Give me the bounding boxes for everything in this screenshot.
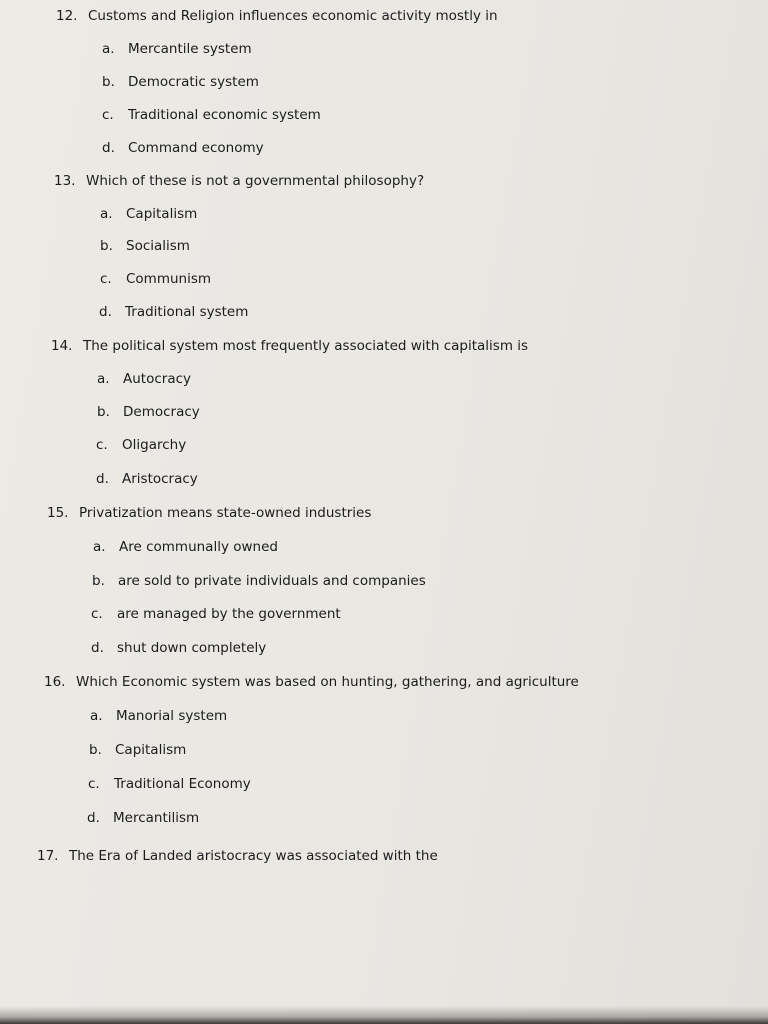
question-number: 12. — [56, 8, 78, 24]
question-17 — [37, 847, 438, 865]
option-16a — [90, 707, 227, 725]
option-text: shut down completely — [117, 640, 267, 656]
paper-bottom-shadow — [0, 1006, 768, 1024]
option-text: Capitalism — [126, 206, 198, 222]
question-text: Privatization means state-owned industries — [79, 505, 372, 521]
option-14c — [96, 436, 186, 454]
option-14b — [97, 403, 200, 421]
option-16d — [87, 809, 199, 827]
option-letter: a. — [93, 539, 106, 555]
question-13 — [54, 172, 424, 190]
question-text: Customs and Religion influences economic activity mostly in — [88, 8, 498, 24]
option-12c — [102, 106, 321, 124]
option-text: Autocracy — [123, 371, 192, 387]
option-letter: a. — [102, 41, 115, 57]
question-number: 14. — [51, 338, 73, 354]
option-letter: b. — [100, 238, 113, 254]
question-number: 15. — [47, 505, 69, 521]
option-letter: c. — [88, 776, 100, 792]
option-letter: d. — [99, 304, 112, 320]
option-letter: c. — [100, 271, 112, 287]
question-text: The political system most frequently associated with capitalism is — [83, 338, 529, 354]
option-14a — [97, 370, 191, 388]
question-text: The Era of Landed aristocracy was associated with the — [69, 848, 438, 864]
option-13a — [100, 205, 197, 223]
option-text: Traditional Economy — [114, 776, 251, 792]
option-text: Mercantile system — [128, 41, 252, 57]
question-14 — [51, 337, 528, 355]
option-12d — [102, 139, 264, 157]
question-15 — [47, 504, 371, 522]
question-12 — [56, 7, 498, 25]
option-text: are sold to private individuals and companies — [118, 573, 426, 589]
option-15b — [92, 572, 426, 590]
option-text: Capitalism — [115, 742, 187, 758]
option-letter: c. — [91, 606, 103, 622]
option-13b — [100, 237, 190, 255]
option-13c — [100, 270, 211, 288]
option-letter: d. — [87, 810, 100, 826]
option-letter: b. — [102, 74, 115, 90]
option-16b — [89, 741, 186, 759]
option-text: Communism — [126, 271, 212, 287]
option-15d — [91, 639, 266, 657]
option-text: Are communally owned — [119, 539, 278, 555]
option-15c — [91, 605, 341, 623]
option-16c — [88, 775, 251, 793]
option-text: Oligarchy — [122, 437, 187, 453]
option-12b — [102, 73, 259, 91]
option-letter: a. — [90, 708, 103, 724]
option-text: Mercantilism — [113, 810, 200, 826]
option-13d — [99, 303, 248, 321]
option-letter: b. — [97, 404, 110, 420]
question-text: Which Economic system was based on hunting, gathering, and agriculture — [76, 674, 579, 690]
option-text: Command economy — [128, 140, 264, 156]
option-letter: d. — [91, 640, 104, 656]
question-text: Which of these is not a governmental philosophy? — [86, 173, 425, 189]
option-letter: a. — [100, 206, 113, 222]
option-text: Democracy — [123, 404, 200, 420]
question-number: 17. — [37, 848, 59, 864]
question-16 — [44, 673, 579, 691]
option-text: Aristocracy — [122, 471, 198, 487]
option-letter: d. — [96, 471, 109, 487]
option-letter: a. — [97, 371, 110, 387]
option-letter: c. — [96, 437, 108, 453]
option-letter: c. — [102, 107, 114, 123]
option-letter: b. — [92, 573, 105, 589]
question-number: 13. — [54, 173, 76, 189]
option-text: Democratic system — [128, 74, 259, 90]
option-text: are managed by the government — [117, 606, 341, 622]
option-15a — [93, 538, 278, 556]
option-12a — [102, 40, 252, 58]
option-text: Traditional economic system — [128, 107, 321, 123]
option-14d — [96, 470, 198, 488]
option-text: Socialism — [126, 238, 190, 254]
option-text: Traditional system — [125, 304, 249, 320]
option-letter: b. — [89, 742, 102, 758]
option-text: Manorial system — [116, 708, 228, 724]
question-number: 16. — [44, 674, 66, 690]
option-letter: d. — [102, 140, 115, 156]
